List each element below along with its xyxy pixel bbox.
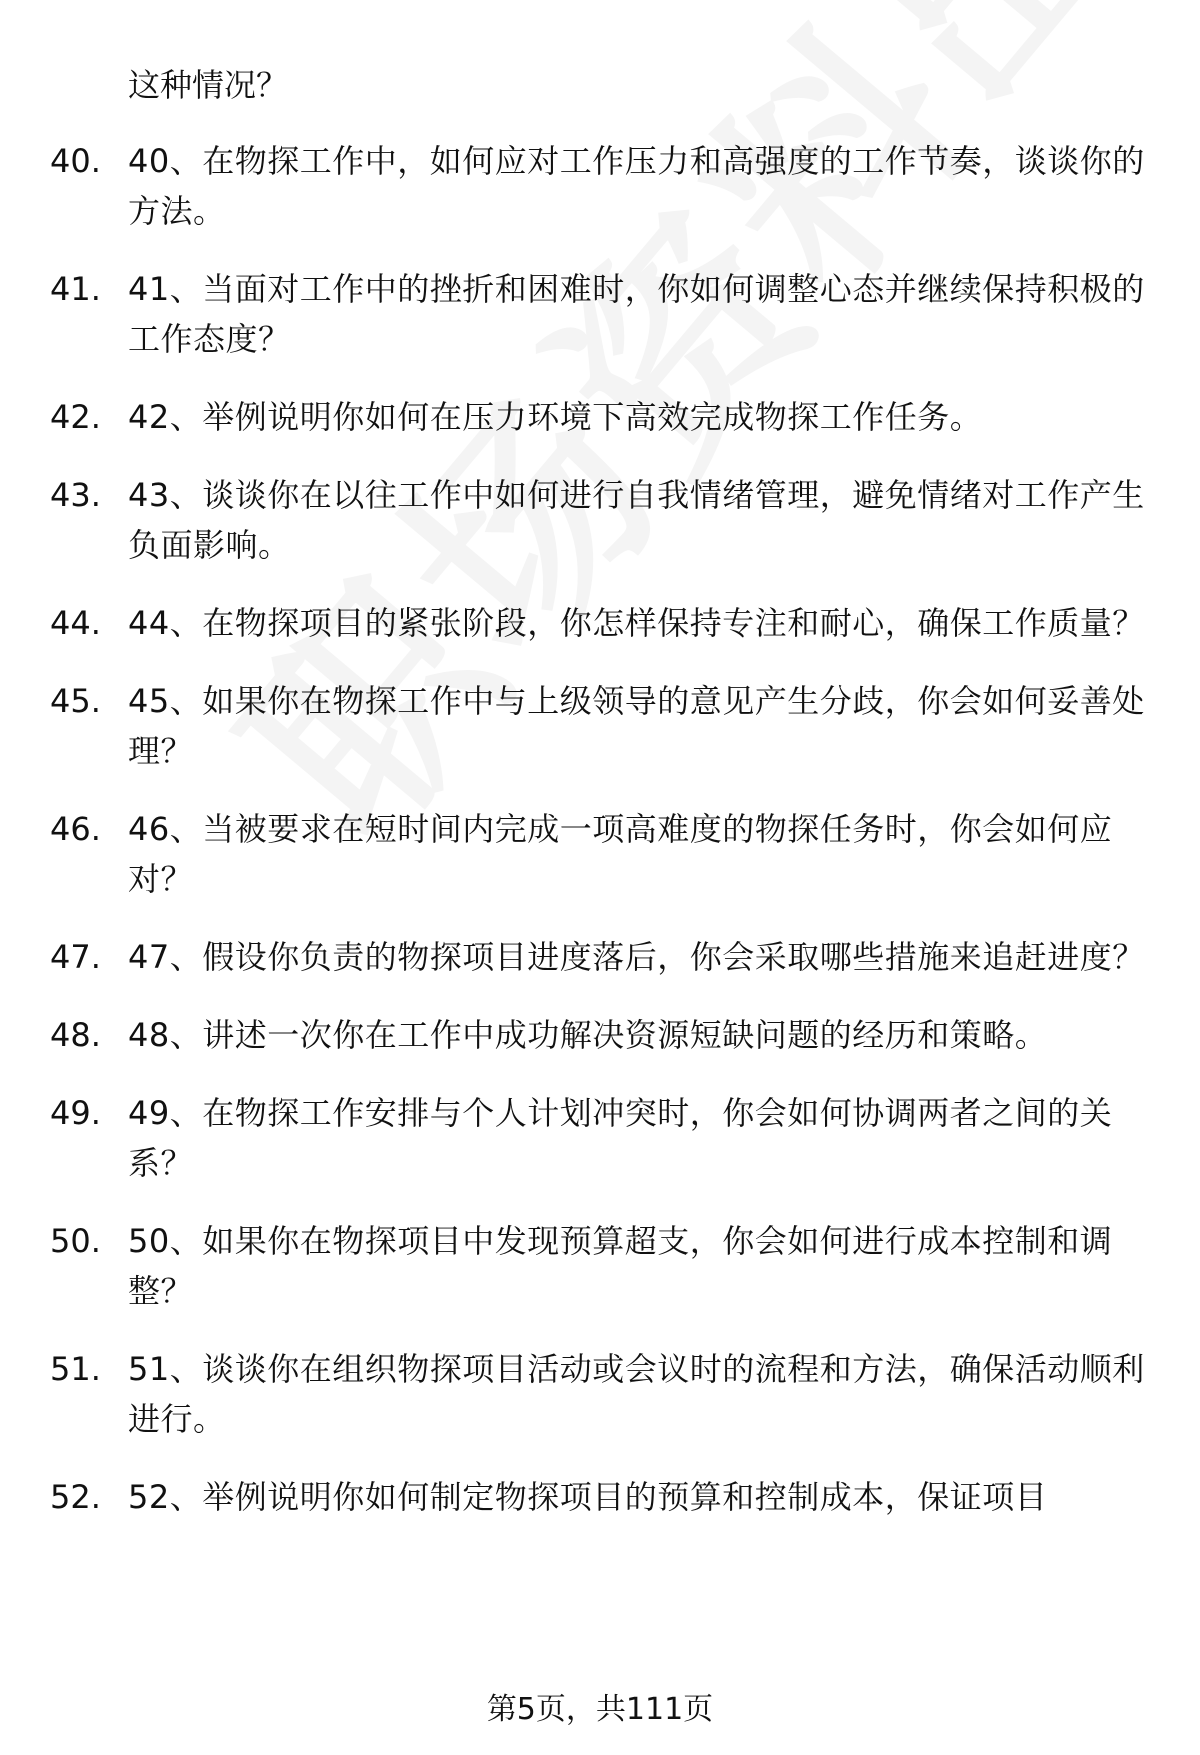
list-item xyxy=(0,264,1200,364)
list-item-number: 50. xyxy=(50,1222,101,1260)
list-item xyxy=(0,804,1200,904)
list-item-number: 49. xyxy=(50,1094,101,1132)
list-item-text: 51、谈谈你在组织物探项目活动或会议时的流程和方法，确保活动顺利进行。 xyxy=(128,1350,1145,1438)
list-item-text: 50、如果你在物探项目中发现预算超支，你会如何进行成本控制和调整？ xyxy=(128,1222,1113,1310)
list-item xyxy=(0,676,1200,776)
list-item-number: 40. xyxy=(50,142,101,180)
list-item-number: 41. xyxy=(50,270,101,308)
page-footer: 第5页，共111页 xyxy=(486,1692,714,1727)
list-item-number: 42. xyxy=(50,398,101,436)
list-item-number: 48. xyxy=(50,1016,101,1054)
list-item xyxy=(0,598,1200,648)
list-item-text: 49、在物探工作安排与个人计划冲突时，你会如何协调两者之间的关系？ xyxy=(128,1094,1113,1182)
list-item-number: 45. xyxy=(50,682,101,720)
list-item-text: 46、当被要求在短时间内完成一项高难度的物探任务时，你会如何应对？ xyxy=(128,810,1113,898)
list-item xyxy=(0,1010,1200,1060)
list-item xyxy=(0,1344,1200,1444)
list-item-text: 47、假设你负责的物探项目进度落后，你会采取哪些措施来追赶进度？ xyxy=(128,938,1145,976)
question-list xyxy=(0,136,1200,1550)
list-item xyxy=(0,1216,1200,1316)
list-item xyxy=(0,470,1200,570)
list-item xyxy=(0,392,1200,442)
list-item-text: 52、举例说明你如何制定物探项目的预算和控制成本，保证项目 xyxy=(128,1478,1048,1516)
list-item-number: 43. xyxy=(50,476,101,514)
list-item-text: 40、在物探工作中，如何应对工作压力和高强度的工作节奏，谈谈你的方法。 xyxy=(128,142,1145,230)
list-item-text: 42、举例说明你如何在压力环境下高效完成物探工作任务。 xyxy=(128,398,983,436)
list-item-text: 43、谈谈你在以往工作中如何进行自我情绪管理，避免情绪对工作产生负面影响。 xyxy=(128,476,1145,564)
list-item xyxy=(0,136,1200,236)
list-item-text: 44、在物探项目的紧张阶段，你怎样保持专注和耐心，确保工作质量？ xyxy=(128,604,1145,642)
list-item-number: 46. xyxy=(50,810,101,848)
list-item-number: 47. xyxy=(50,938,101,976)
list-item xyxy=(0,1088,1200,1188)
list-item-number: 52. xyxy=(50,1478,101,1516)
list-item xyxy=(0,1472,1200,1522)
list-item-text: 48、讲述一次你在工作中成功解决资源短缺问题的经历和策略。 xyxy=(128,1016,1048,1054)
continuation-text: 这种情况？ xyxy=(128,66,289,104)
list-item-text: 41、当面对工作中的挫折和困难时，你如何调整心态并继续保持积极的工作态度？ xyxy=(128,270,1145,358)
list-item-number: 51. xyxy=(50,1350,101,1388)
list-item xyxy=(0,932,1200,982)
list-item-number: 44. xyxy=(50,604,101,642)
list-item-text: 45、如果你在物探工作中与上级领导的意见产生分歧，你会如何妥善处理？ xyxy=(128,682,1145,770)
